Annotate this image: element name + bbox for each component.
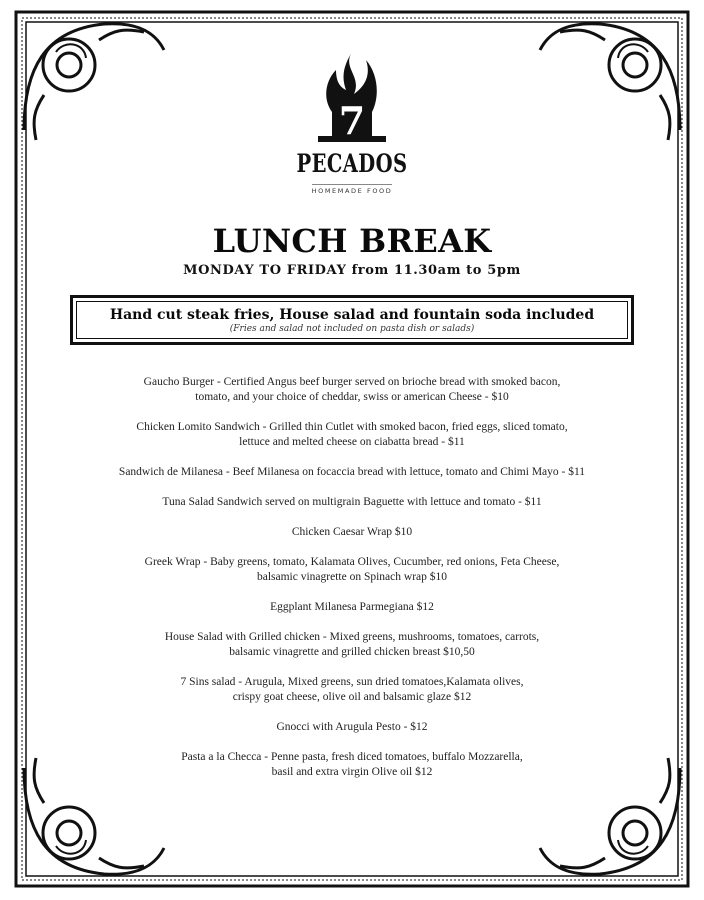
menu-item [55,630,649,660]
menu-item [55,420,649,450]
menu-item-line: balsamic vinagrette on Spinach wrap $10 [256,571,447,583]
included-note: (Fries and salad not included on pasta dish or salads) [229,324,475,334]
menu-item-line: 7 Sins salad - Arugula, Mixed greens, sun dried tomatoes,Kalamata olives, [180,676,524,688]
menu-item-line: tomato, and your choice of cheddar, swiss or american Cheese - $10 [195,391,509,403]
menu-item [55,375,649,405]
menu-item [55,495,649,510]
flame-seven-icon [312,50,392,145]
menu-item [55,675,649,705]
menu-item-line: Sandwich de Milanesa - Beef Milanesa on focaccia bread with lettuce, tomato and Chimi Mayo - $11 [118,466,586,478]
menu-list [55,375,649,795]
menu-item-line: House Salad with Grilled chicken - Mixed greens, mushrooms, tomatoes, carrots, [164,631,540,643]
svg-text:7: 7 [338,98,366,143]
menu-item [55,750,649,780]
brand-name: PECADOS [296,149,408,178]
restaurant-logo [0,50,704,197]
menu-item-line: crispy goat cheese, olive oil and balsamic glaze $12 [232,691,472,703]
menu-item [55,720,649,735]
included-headline: Hand cut steak fries, House salad and fountain soda included [109,307,595,323]
menu-item-line: Gnocci with Arugula Pesto - $12 [276,721,428,733]
brand-tagline: HOMEMADE FOOD [312,184,393,195]
menu-item-line: Tuna Salad Sandwich served on multigrain Baguette with lettuce and tomato - $11 [162,496,542,508]
service-hours: MONDAY TO FRIDAY from 11.30am to 5pm [183,263,521,278]
menu-item-line: Pasta a la Checca - Penne pasta, fresh diced tomatoes, buffalo Mozzarella, [181,751,523,763]
menu-item-line: Gaucho Burger - Certified Angus beef burger served on brioche bread with smoked bacon, [143,376,561,388]
menu-item-line: Chicken Caesar Wrap $10 [291,526,413,538]
menu-item [55,555,649,585]
menu-item-line: Eggplant Milanesa Parmegiana $12 [270,601,434,613]
menu-item-line: basil and extra virgin Olive oil $12 [271,766,433,778]
page-title: LUNCH BREAK [212,222,492,260]
menu-item [55,525,649,540]
menu-item [55,465,649,480]
menu-item-line: lettuce and melted cheese on ciabatta bread - $11 [239,436,465,448]
included-items-box [70,295,634,345]
menu-item-line: Greek Wrap - Baby greens, tomato, Kalamata Olives, Cucumber, red onions, Feta Cheese, [144,556,560,568]
menu-item-line: Chicken Lomito Sandwich - Grilled thin Cutlet with smoked bacon, fried eggs, sliced tomato, [136,421,568,433]
menu-item-line: balsamic vinagrette and grilled chicken breast $10,50 [229,646,475,658]
menu-item [55,600,649,615]
